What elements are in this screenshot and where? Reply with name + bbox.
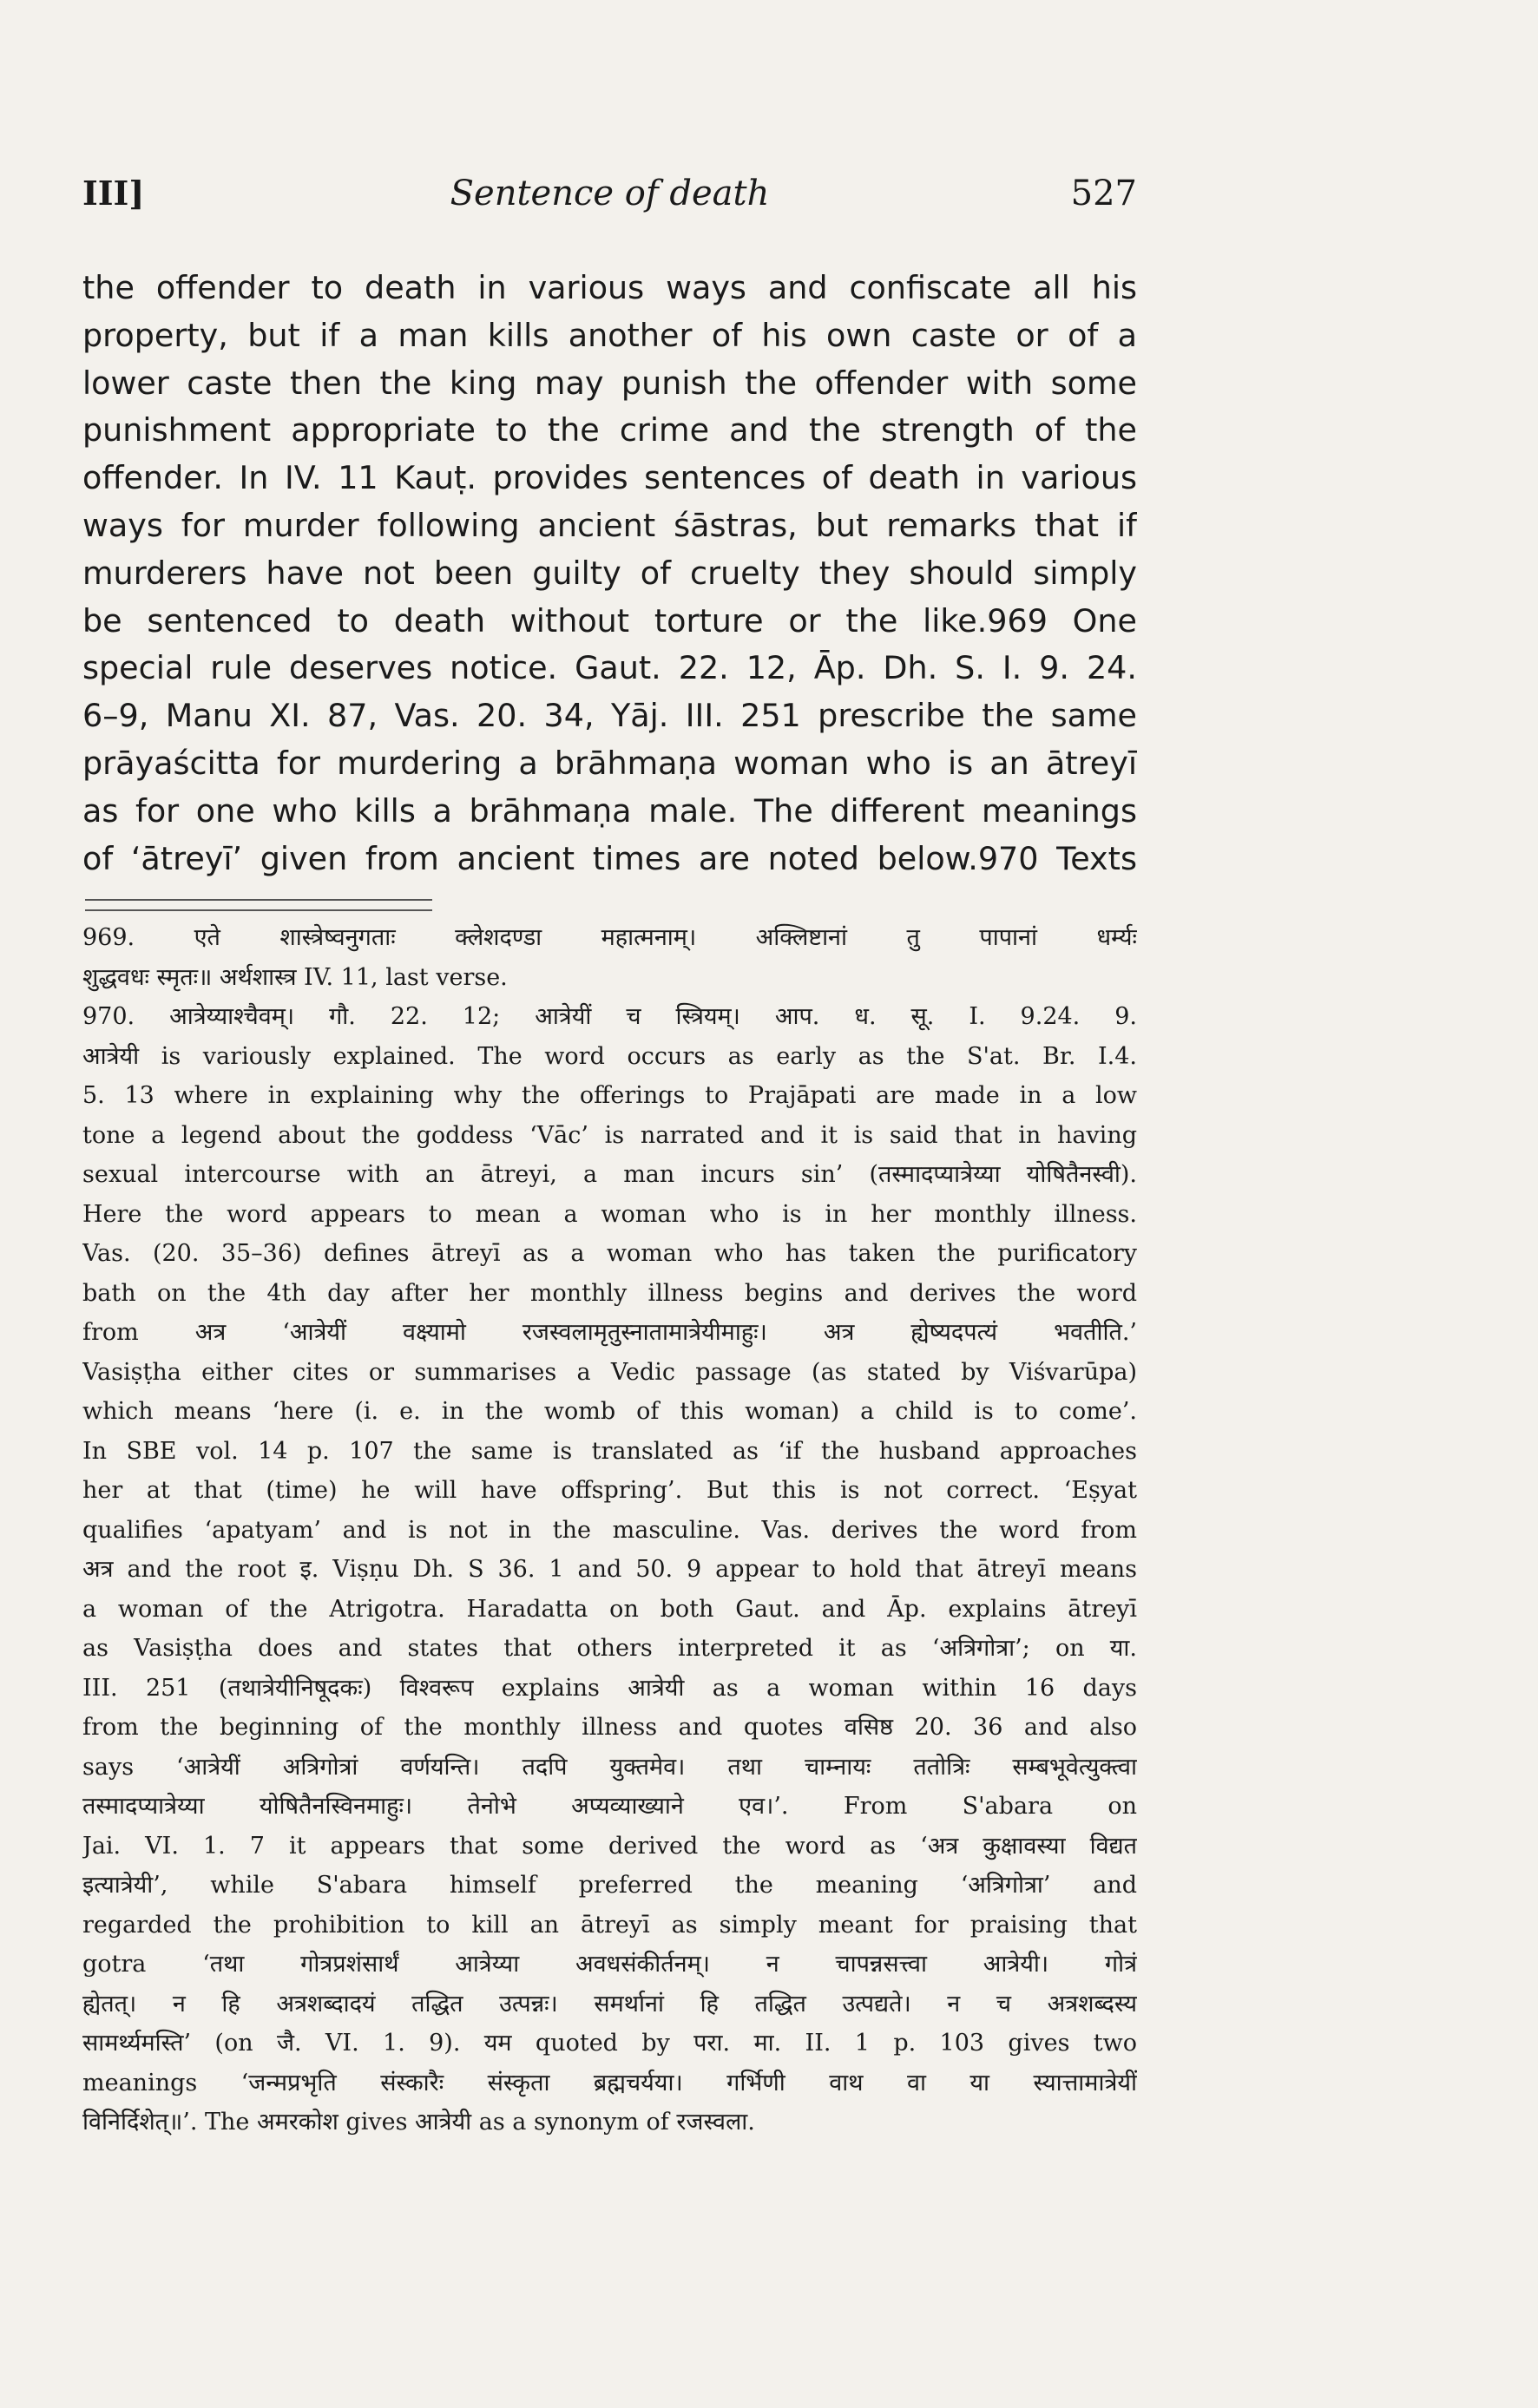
- footnote-line: tone a legend about the goddess ‘Vāc’ is narrated and it is said that in having: [82, 1121, 1137, 1149]
- footnote-line: regarded the prohibition to kill an ātreyī as simply meant for praising that: [82, 1911, 1137, 1939]
- text-line: the offender to death in various ways and confiscate all his: [82, 269, 1137, 306]
- footnote-line: विनिर्दिशेत्॥’. The अमरकोश gives आत्रेयी as a synonym of रजस्वला.: [82, 2109, 755, 2136]
- footnote-line: अत्र and the root इ. Viṣṇu Dh. S 36. 1 and 50. 9 appear to hold that ātreyī means: [82, 1556, 1137, 1583]
- footnote-line: सामर्थ्यमस्ति’ (on जै. VI. 1. 9). यम quoted by परा. मा. II. 1 p. 103 gives two: [82, 2030, 1137, 2057]
- text-line: prāyaścitta for murdering a brāhmaṇa woman who is an ātreyī: [82, 744, 1137, 782]
- footnote-line: sexual intercourse with an ātreyi, a man incurs sin’ (तस्मादप्यात्रेय्या योषितैनस्वी).: [82, 1161, 1137, 1188]
- footnote-line: ह्येतत्। न हि अत्रशब्दादयं तद्धित उत्पन्नः। समर्थानां हि तद्धित उत्पद्यते। न च अत्रशब्दस्य: [82, 1990, 1137, 2018]
- footnote-line: Vasiṣṭha either cites or summarises a Vedic passage (as stated by Viśvarūpa): [82, 1358, 1137, 1386]
- footnote-line: a woman of the Atrigotra. Haradatta on both Gaut. and Āp. explains ātreyī: [82, 1595, 1137, 1623]
- main-text: [82, 265, 1137, 882]
- text-line: special rule deserves notice. Gaut. 22. 12, Āp. Dh. S. I. 9. 24.: [82, 649, 1137, 687]
- footnote-line: from the beginning of the monthly illness and quotes वसिष्ठ 20. 36 and also: [82, 1714, 1137, 1741]
- footnote-divider: [85, 899, 432, 911]
- text-line: 6–9, Manu XI. 87, Vas. 20. 34, Yāj. III. 251 prescribe the same: [82, 697, 1137, 735]
- footnote-line: आत्रेयी is variously explained. The word occurs as early as the S'at. Br. I.4.: [82, 1042, 1137, 1070]
- text-line: murderers have not been guilty of cruelty they should simply: [82, 554, 1137, 592]
- footnote-line: III. 251 (तथात्रेयीनिषूदकः) विश्वरूप explains आत्रेयी as a woman within 16 days: [82, 1674, 1137, 1702]
- text-line: as for one who kills a brāhmaṇa male. The different meanings: [82, 791, 1137, 830]
- footnote-line: 970. आत्रेय्याश्चैवम्। गौ. 22. 12; आत्रेयीं च स्त्रियम्। आप. ध. सू. I. 9.24. 9.: [82, 1003, 1137, 1030]
- footnote-line: Jai. VI. 1. 7 it appears that some derived the word as ‘अत्र कुक्षावस्या विद्यत: [82, 1832, 1137, 1860]
- footnote-line: 5. 13 where in explaining why the offerings to Prajāpati are made in a low: [82, 1082, 1137, 1109]
- footnote-line: शुद्धवधः स्मृतः॥ अर्थशास्त्र IV. 11, last verse.: [82, 963, 508, 991]
- footnote-line: Here the word appears to mean a woman who is in her monthly illness.: [82, 1200, 1137, 1228]
- footnote-line: bath on the 4th day after her monthly illness begins and derives the word: [82, 1279, 1137, 1307]
- footnote-line: meanings ‘जन्मप्रभृति संस्कारैः संस्कृता ब्रह्मचर्यया। गर्भिणी वाथ वा या स्यात्तामात्रेयीं: [82, 2069, 1137, 2096]
- text-line: of ‘ātreyī’ given from ancient times are noted below.970 Texts: [82, 839, 1137, 877]
- footnote-line: as Vasiṣṭha does and states that others interpreted it as ‘अत्रिगोत्रा’; on या.: [82, 1635, 1137, 1662]
- running-head: [82, 174, 1137, 226]
- footnote-line: from अत्र ‘आत्रेयीं वक्ष्यामो रजस्वलामृतुस्नातामात्रेयीमाहुः। अत्र ह्येष्यदपत्यं भवतीति.’: [82, 1319, 1137, 1346]
- text-line: property, but if a man kills another of his own caste or of a: [82, 316, 1137, 354]
- footnote-line: gotra ‘तथा गोत्रप्रशंसार्थं आत्रेय्या अवधसंकीर्तनम्। न चापन्नसत्त्वा आत्रेयी। गोत्रं: [82, 1951, 1137, 1978]
- footnote-line: इत्यात्रेयी’, while S'abara himself preferred the meaning ‘अत्रिगोत्रा’ and: [82, 1872, 1137, 1899]
- footnote-line: qualifies ‘apatyam’ and is not in the masculine. Vas. derives the word from: [82, 1516, 1137, 1544]
- text-line: be sentenced to death without torture or the like.969 One: [82, 601, 1137, 640]
- text-line: punishment appropriate to the crime and the strength of the: [82, 411, 1137, 449]
- page-number: 527: [1070, 174, 1137, 213]
- footnote-line: says ‘आत्रेयीं अत्रिगोत्रां वर्णयन्ति। तदपि युक्तमेव। तथा चाम्नायः ततोत्रिः सम्बभूवेत्युक्त्वा: [82, 1753, 1137, 1781]
- footnote-line: 969. एते शास्त्रेष्वनुगताः क्लेशदण्डा महात्मनाम्। अक्लिष्टानां तु पापानां धर्म्यः: [82, 924, 1137, 951]
- footnote-line: Vas. (20. 35–36) defines ātreyī as a woman who has taken the purificatory: [82, 1240, 1137, 1267]
- footnote-line: तस्मादप्यात्रेय्या योषितैनस्विनमाहुः। तेनोभे अप्यव्याख्याने एव।’. From S'abara on: [82, 1793, 1137, 1820]
- text-line: offender. In IV. 11 Kauṭ. provides sentences of death in various: [82, 459, 1137, 497]
- footnotes: [82, 918, 1137, 2142]
- footnote-line: her at that (time) he will have offspring’. But this is not correct. ‘Eṣyat: [82, 1477, 1137, 1504]
- text-line: lower caste then the king may punish the offender with some: [82, 364, 1137, 402]
- footnote-line: In SBE vol. 14 p. 107 the same is translated as ‘if the husband approaches: [82, 1437, 1137, 1465]
- page-title: Sentence of death: [450, 174, 770, 213]
- text-line: ways for murder following ancient śāstras, but remarks that if: [82, 506, 1137, 544]
- footnote-line: which means ‘here (i. e. in the womb of this woman) a child is to come’.: [82, 1398, 1137, 1425]
- chapter-marker: III]: [82, 174, 145, 213]
